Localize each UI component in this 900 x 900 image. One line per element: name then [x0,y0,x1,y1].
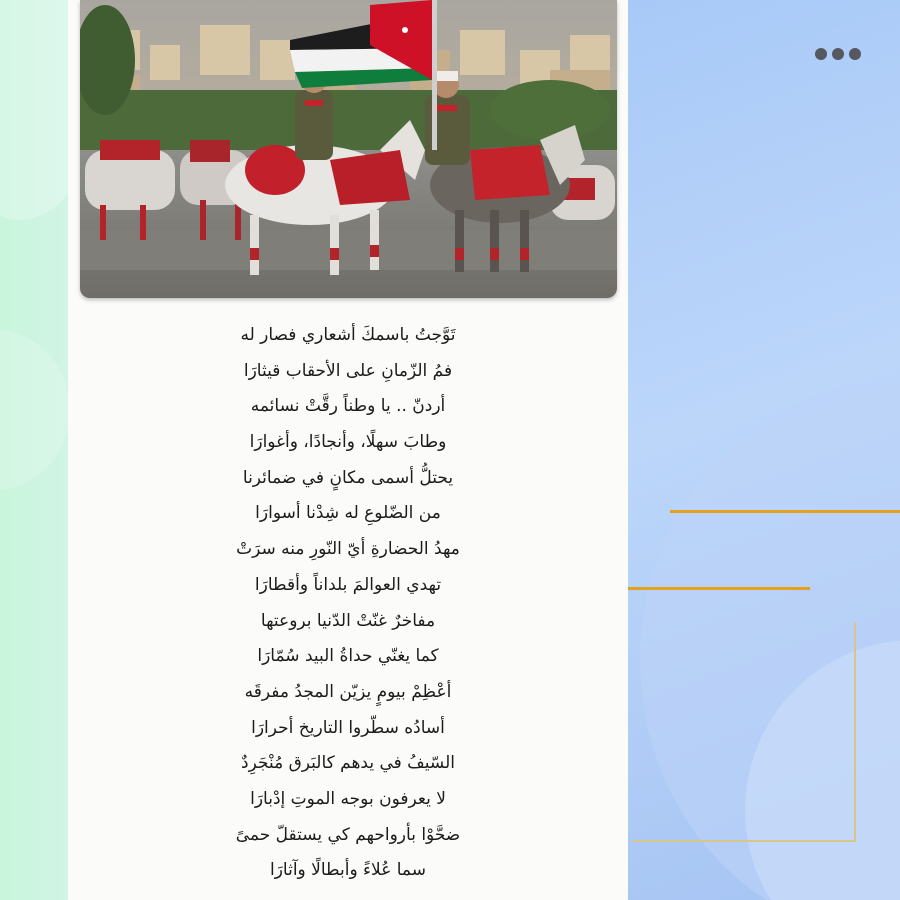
post-card [68,0,628,900]
decorative-frame [632,622,856,842]
more-horizontal-icon [815,48,861,60]
poem-line: لا يعرفون بوجه الموتِ إدْبارَا [250,788,446,809]
poem-line: السّيفُ في يدهم كالبَرق مُنْجَرِدٌ [241,753,455,774]
poem-line: أسادُه سطّروا التاريخ أحرارَا [251,717,445,738]
poem-line: مفاخرٌ غنّتْ الدّنيا بروعتها [260,610,436,631]
post-image[interactable] [80,0,617,298]
background-shape [0,330,70,490]
poem-line: من الضّلوعِ له شِدْنا أسوارَا [255,503,441,524]
poem-line: يحتلُّ أسمى مكانٍ في ضمائرنا [242,467,454,488]
mounted-guards-with-flag-photo [80,0,617,298]
poem-line: فمُ الزّمانِ على الأحقاب قيثارَا [243,360,453,381]
poem-text [68,318,628,889]
poem-line: أعْظِمْ بيومٍ يزيّن المجدُ مفرقَه [244,681,452,702]
poem-line: مهدُ الحضارةِ أيّ النّورِ منه سرَتْ [236,539,460,560]
poem-line: تَوَّجتُ باسمكَ أشعاري فصار له [240,325,456,345]
decorative-line [628,587,810,590]
poem-line: أردنّ .. يا وطناً رقَّتْ نسائمه [250,396,446,417]
poem-line: تهدي العوالمَ بلداناً وأقطارَا [254,574,442,595]
poem-line: ضحَّوْا بأرواحهم كي يستقلّ حمىً [235,824,461,845]
poem-line: كما يغنّي حداةُ البيد سُمّارَا [257,646,439,667]
decorative-line [670,510,900,513]
poem-line: وطابَ سهلًا، وأنجادًا، وأغوارَا [249,432,447,453]
more-options-button[interactable] [806,42,870,66]
poem-line: سما عُلاءً وأبطالًا وآثارَا [269,860,426,881]
